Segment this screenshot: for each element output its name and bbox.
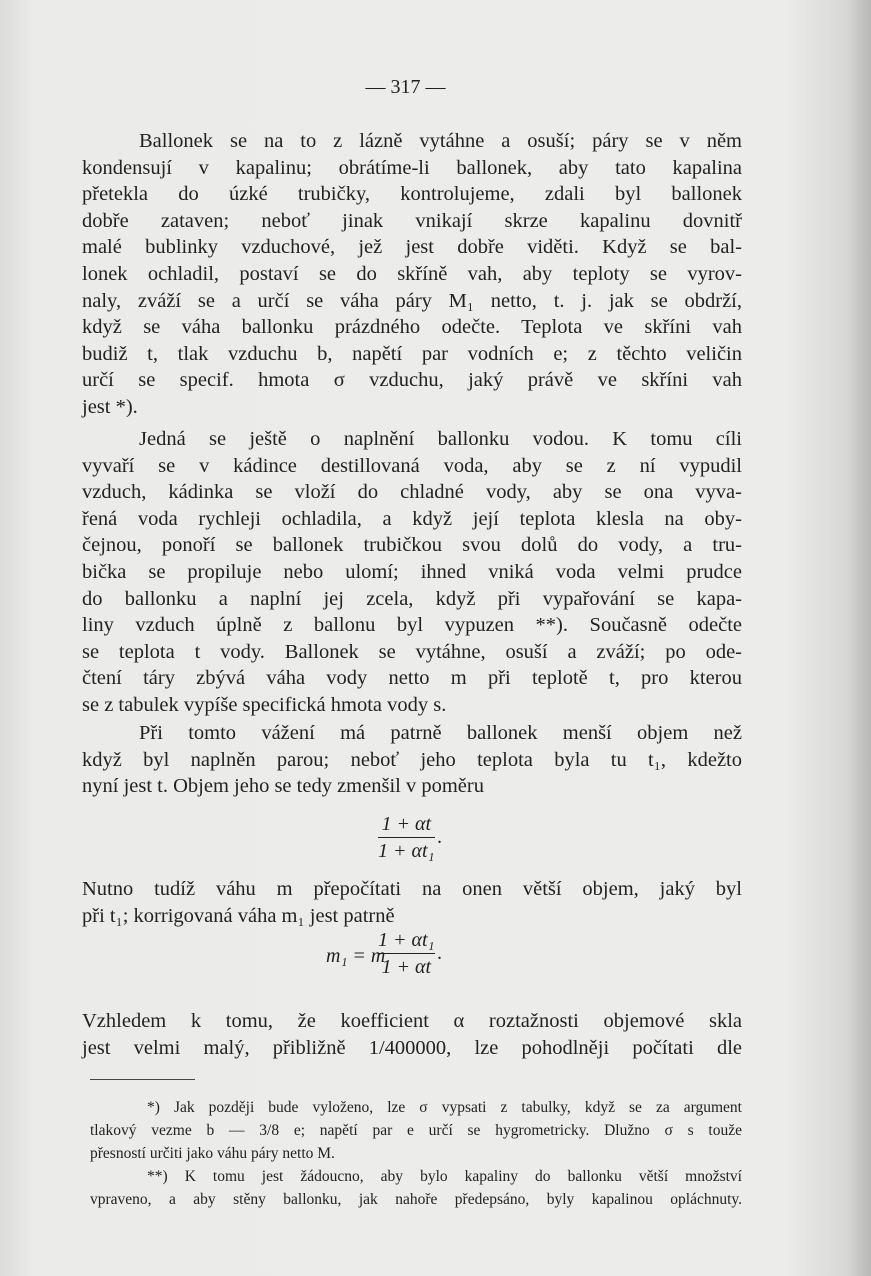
text-line: Ballonek se na to z lázně vytáhne a osuší; páry se v něm <box>139 130 742 152</box>
paragraph-2 <box>82 426 742 719</box>
text-line: nyní jest t. Objem jeho se tedy zmenšil v poměru <box>82 775 484 798</box>
text-line: naly, zváží se a určí se váha páry M₁ netto, t. j. jak se obdrží, <box>82 289 742 312</box>
text-line: Nutno tudíž váhu m přepočítati na onen větší objem, jaký byl <box>82 878 742 900</box>
formula-period: . <box>437 942 443 964</box>
footnote-line: *) Jak později bude vyloženo, lze σ vypsati z tabulky, když se za argument <box>147 1099 742 1116</box>
formula-corrected-weight-lhs <box>326 945 385 968</box>
footnote-line: **) K tomu jest žádoucno, aby bylo kapaliny do ballonku větší množství <box>147 1168 742 1185</box>
formula-numerator: 1 + αt <box>381 813 432 835</box>
paragraph-5 <box>82 1008 742 1061</box>
text-line: budiž t, tlak vzduchu b, napětí par vodních e; z těchto veličin <box>82 342 742 365</box>
text-line: vzduch, kádinka se vloží do chladné vody, aby se ona vyva- <box>82 481 742 504</box>
text-line: kondensují v kapalinu; obrátíme-li ballonek, aby tato kapalina <box>82 156 742 179</box>
text-line: řená voda rychleji ochladila, a když její teplota klesla na oby- <box>82 507 742 530</box>
text-line: bička se propiluje nebo ulomí; ihned vniká voda velmi prudce <box>82 560 742 583</box>
text-line: Jedná se ještě o naplnění ballonku vodou. K tomu cíli <box>139 428 742 450</box>
text-line: malé bublinky vzduchové, jež jest dobře viděti. Když se bal- <box>82 236 742 259</box>
text-line: dobře zataven; neboť jinak vnikají skrze kapalinu dovnitř <box>82 209 742 232</box>
text-line: určí se specif. hmota σ vzduchu, jaký právě ve skříni vah <box>82 369 742 392</box>
fraction-bar <box>378 953 435 954</box>
formula-corrected-weight <box>378 928 443 979</box>
text-line: liny vzduch úplně z ballonu byl vypuzen **). Současně odečte <box>82 614 742 637</box>
formula-denominator: 1 + αt <box>381 956 432 978</box>
text-line: lonek ochladil, postaví se do skříně vah, aby teploty se vyrov- <box>82 262 742 285</box>
text-line: čejnou, ponoří se ballonek trubičkou svou dolů do vody, a tru- <box>82 534 742 557</box>
fraction-bar <box>378 837 435 838</box>
formula-ratio <box>378 812 443 863</box>
text-line: když se váha ballonku prázdného odečte. Teplota ve skříni vah <box>82 316 742 339</box>
text-line: se teplota t vody. Ballonek se vytáhne, osuší a zváží; po ode- <box>82 640 742 663</box>
footnote-line: tlakový vezme b — 3/8 e; napětí par e určí se hygrometricky. Dlužno σ s touže <box>90 1122 742 1139</box>
formula-period: . <box>437 826 443 848</box>
footnote-line: vpraveno, a aby stěny ballonku, jak nahoře předepsáno, byly kapalinou opláchnuty. <box>90 1191 742 1208</box>
text-line: se z tabulek vypíše specifická hmota vody s. <box>82 693 447 716</box>
footnote-divider <box>90 1079 195 1080</box>
text-line: Vzhledem k tomu, že koefficient α roztažnosti objemové skla <box>82 1010 742 1032</box>
text-line: do ballonku a naplní jej zcela, když při vypařování se kapa- <box>82 587 742 610</box>
paragraph-4 <box>82 876 742 929</box>
text-line: čtení táry zbývá váha vody netto m při teplotě t, pro kterou <box>82 667 742 690</box>
formula-denominator: 1 + αt₁ <box>378 840 435 862</box>
formula-numerator: 1 + αt₁ <box>378 929 435 951</box>
page-number <box>0 76 871 99</box>
paragraph-1 <box>82 128 742 421</box>
footnotes <box>90 1096 742 1211</box>
text-line: jest *). <box>82 395 138 418</box>
text-line: jest velmi malý, přibližně 1/400000, lze pohodlněji počítati dle <box>82 1036 742 1059</box>
text-line: vyvaří se v kádince destillovaná voda, aby se z ní vypudil <box>82 454 742 477</box>
text-line: když byl naplněn parou; neboť jeho teplota byla tu t₁, kdežto <box>82 748 742 771</box>
text-line: přetekla do úzké trubičky, kontrolujeme, zdali byl ballonek <box>82 183 742 206</box>
text-line: při t₁; korrigovaná váha m₁ jest patrně <box>82 904 395 927</box>
page-number-text: — 317 — <box>365 76 446 98</box>
paragraph-3 <box>82 720 742 800</box>
footnote-line: přesností určiti jako váhu páry netto M. <box>90 1145 335 1162</box>
formula-lhs: m₁ = m <box>326 945 386 967</box>
text-line: Při tomto vážení má patrně ballonek menší objem než <box>139 722 742 744</box>
